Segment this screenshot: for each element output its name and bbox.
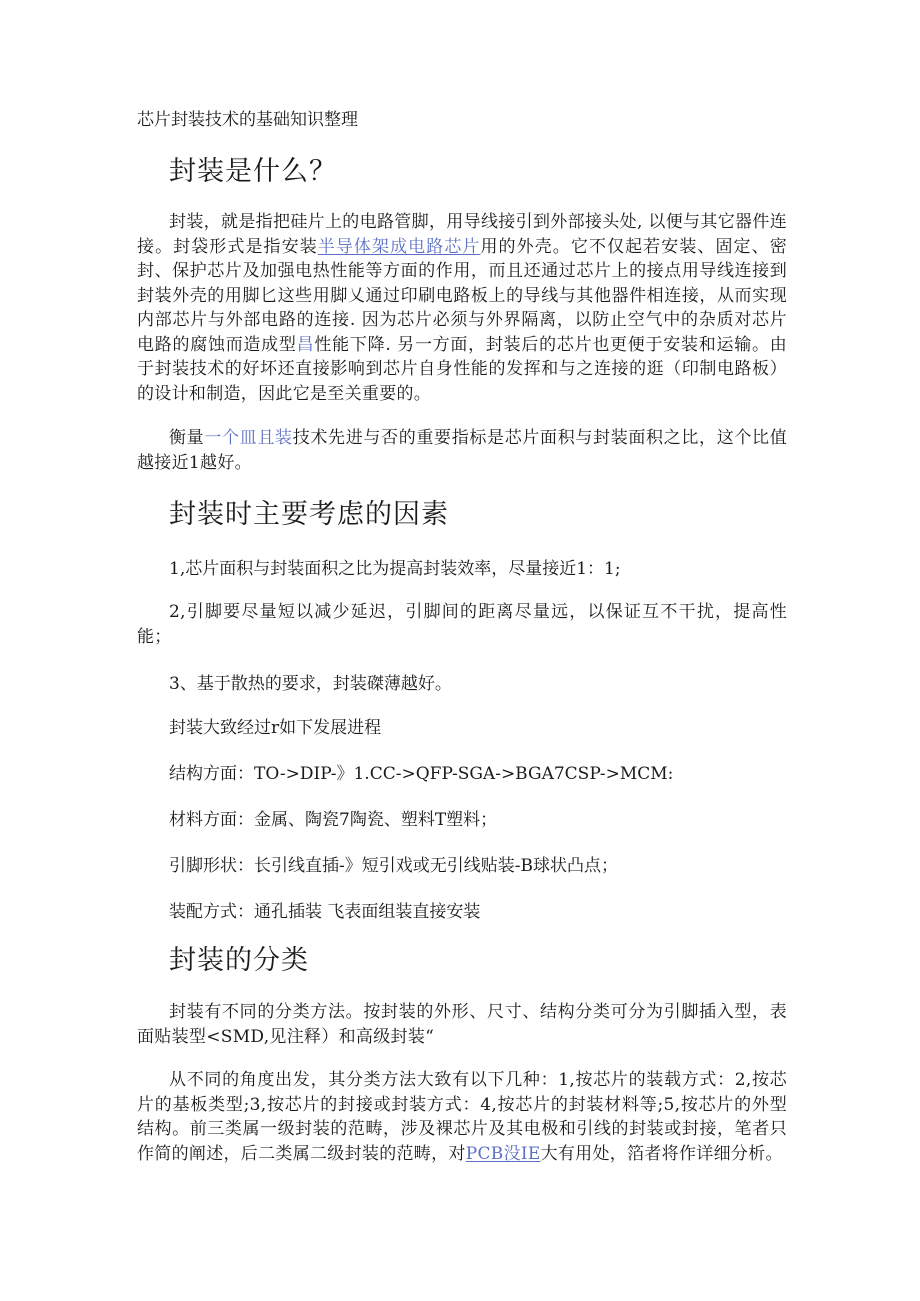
heading-factors: 封装时主要考虑的因素 (169, 499, 449, 530)
paragraph-text: 从不同的角度出发，其分类方法大致有以下几种：1,按芯片的装载方式：2,按芯片的基板类型;3,按芯片的封接或封装方式：4,按芯片的封装材料等;5,按芯片的外型结构。前三类属一级封装的范畴，涉及裸芯片及其电极和引线的封装或封接，笔者只作简的阐述，后二类属二级封装的范畴，对 (137, 1070, 787, 1164)
factor-item-3: 3、基于散热的要求，封装磔薄越好。 (169, 674, 452, 694)
process-intro: 封装大致经过r如下发展进程 (169, 718, 382, 738)
paragraph-text: 用的外壳。它不仅起若安装、固定、密封、保护芯片及加强电热性能等方面的作用，而且还通过芯片上的接点用导线连接到封装外壳的用脚匕这些用脚乂通过印刷电路板上的导线与其他器件相连接，从而实现内部芯片与外部电路的连接. 因为芯片必须与外界隔离，以防止空气中的杂质对芯片电路的腐蚀而造成型 (137, 236, 788, 355)
paragraph-text: 衡量 (169, 428, 205, 448)
heading-classification: 封装的分类 (169, 945, 309, 976)
link-packaging[interactable]: 一个皿且装 (204, 428, 293, 448)
paragraph-measure (137, 426, 787, 475)
paragraph-text: 技术先进与否的重要指标是芯片面积与封装面积之比，这个比值越接近1越好。 (137, 428, 787, 473)
process-material: 材料方面：金属、陶瓷7陶瓷、塑料T塑料； (169, 810, 498, 830)
paragraph-text: 大有用处，箔者将作详细分析。 (540, 1143, 783, 1164)
paragraph-text: 封装，就是指把硅片上的电路管脚，用导线接引到外部接头处, 以便与其它器件连接。封袋形式是指安装 (137, 212, 787, 257)
process-assembly: 装配方式：通孔插装 飞表面组装直接安装 (169, 902, 481, 922)
process-structure: 结构方面：TO->DIP-》1.CC->QFP-SGA->BGA7CSP->MCM: (169, 764, 674, 784)
document-title: 芯片封装技术的基础知识整理 (137, 110, 358, 130)
paragraph-definition (137, 210, 787, 406)
paragraph-classification-angles (137, 1068, 787, 1166)
link-inline[interactable]: 昌 (296, 334, 315, 355)
link-pcb-design[interactable]: PCB没IE (465, 1143, 541, 1164)
paragraph-classification-methods: 封装有不同的分类方法。按封装的外形、尺寸、结构分类可分为引脚插入型，表面贴装型<SMD,见注释）和高级封装“ (137, 1002, 787, 1047)
link-semiconductor-ic[interactable]: 半导体架成电路芯片 (317, 236, 481, 257)
process-pin-shape: 引脚形状：长引线直插-》短引戏或无引线贴装-B球状凸点； (169, 856, 618, 876)
factor-item-1: 1,芯片面积与封装面积之比为提高封装效率，尽量接近1：1; (169, 559, 621, 579)
factor-item-2: 2,引脚要尽量短以减少延迟，引脚间的距离尽量远，以保证互不干扰，提高性能； (137, 602, 787, 647)
heading-what-is-packaging: 封装是什么？ (169, 156, 337, 187)
paragraph-text: 性能下降. 另一方面，封装后的芯片也更便于安装和运输。由于封装技术的好坏还直接影响到芯片自身性能的发挥和与之连接的逛（印制电路板）的设计和制造，因此它是至关重要的。 (137, 334, 787, 404)
